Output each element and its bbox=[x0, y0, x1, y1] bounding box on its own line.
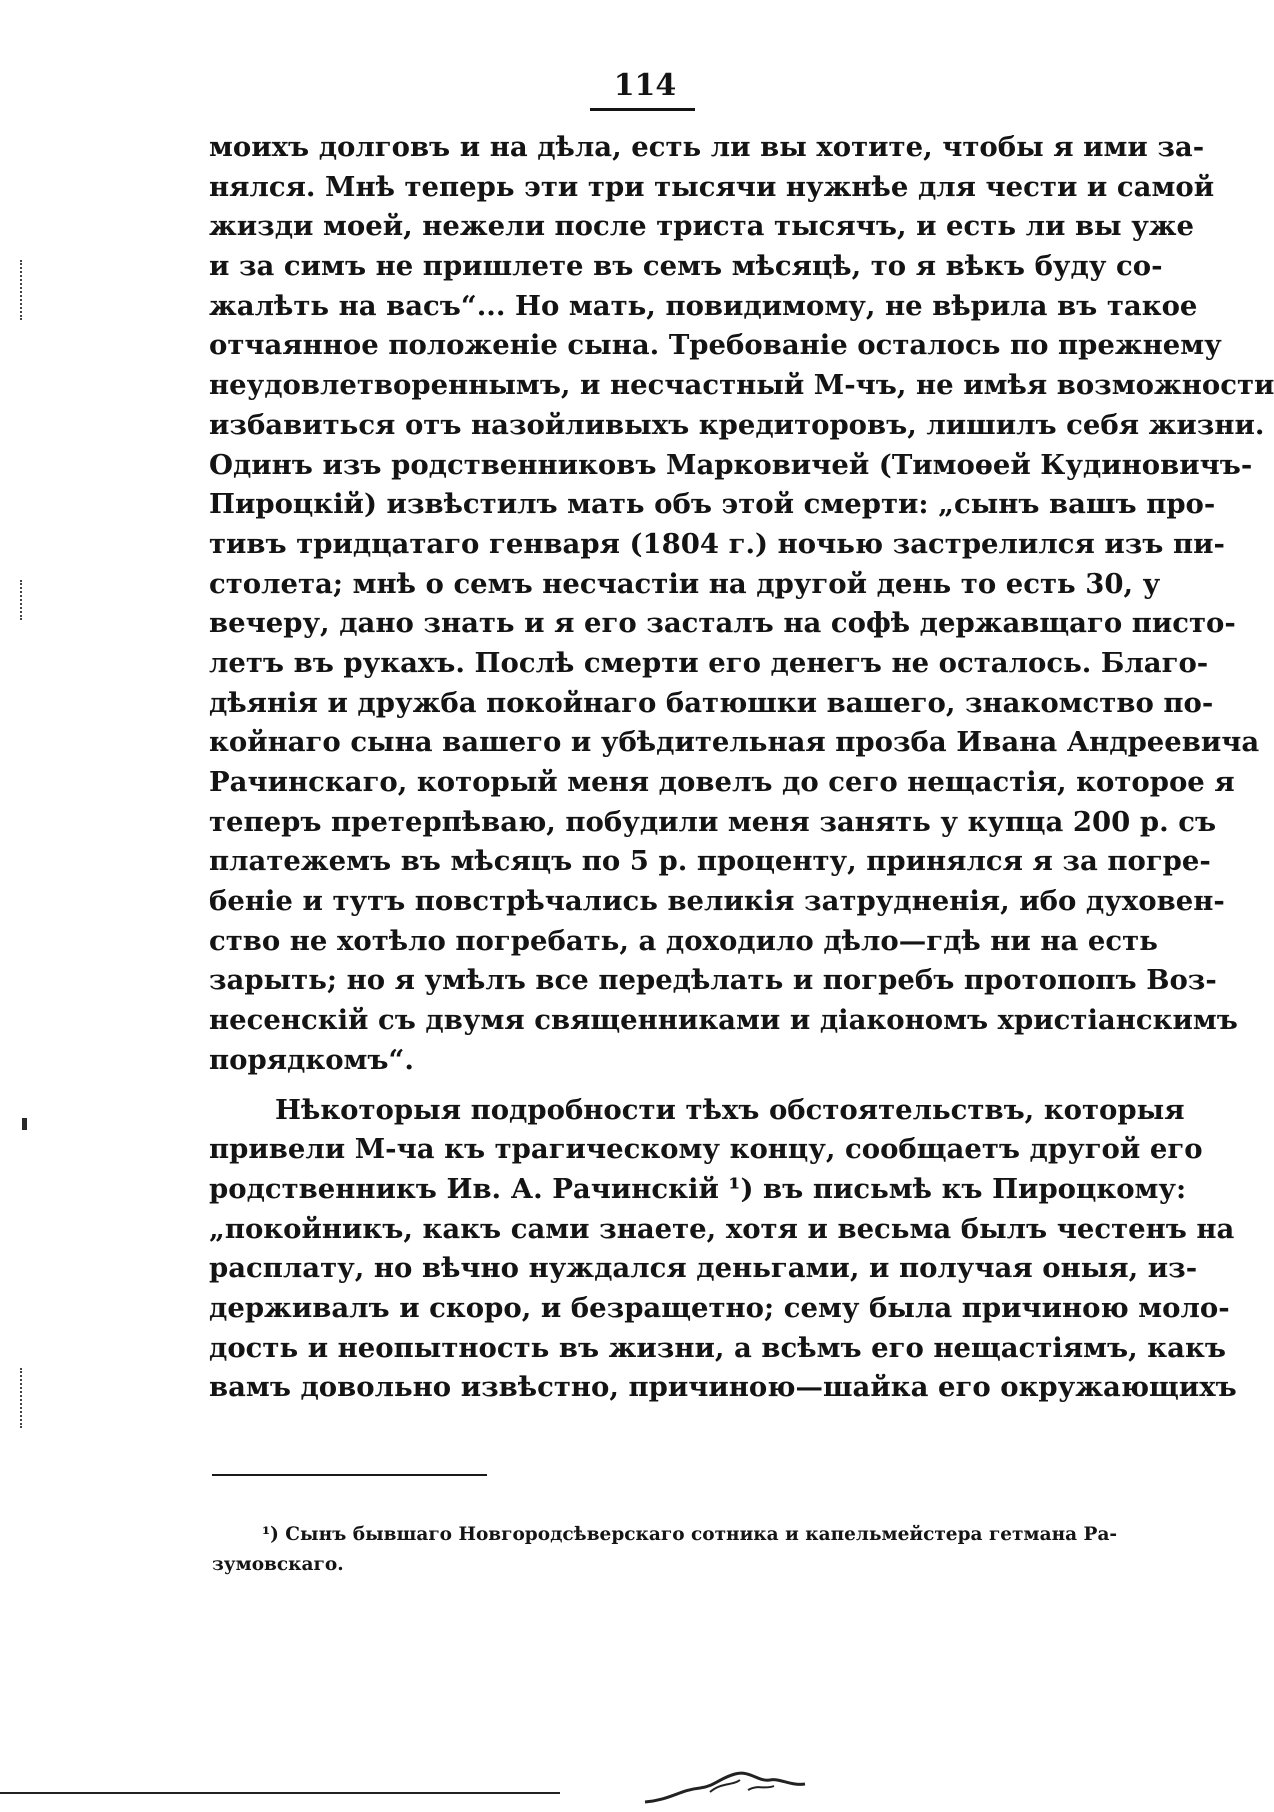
text-line: держивалъ и скоро, и безращетно; сему была причиною моло- bbox=[209, 1291, 1230, 1324]
body-text bbox=[209, 128, 1274, 1408]
text-line: Нѣкоторыя подробности тѣхъ обстоятельствъ, которыя bbox=[275, 1093, 1185, 1126]
page-number: 114 bbox=[613, 68, 677, 103]
text-line: ство не хотѣло погребать, а доходило дѣло—гдѣ ни на есть bbox=[209, 924, 1158, 957]
text-line: столета; мнѣ о семъ несчастіи на другой день то есть 30, у bbox=[209, 567, 1161, 600]
text-line: родственникъ Ив. А. Рачинскій ¹) въ письмѣ къ Пироцкому: bbox=[209, 1172, 1187, 1205]
footnote bbox=[212, 1520, 1118, 1580]
scan-mark bbox=[22, 1118, 27, 1130]
text-line: Одинъ изъ родственниковъ Марковичей (Тимоѳей Кудиновичъ- bbox=[209, 448, 1253, 481]
paragraph-gap bbox=[209, 1081, 1079, 1091]
text-line: отчаянное положеніе сына. Требованіе осталось по прежнему bbox=[209, 329, 1222, 362]
text-line: привели М-ча къ трагическому концу, сообщаетъ другой его bbox=[209, 1133, 1203, 1166]
text-line: летъ въ рукахъ. Послѣ смерти его денегъ не осталось. Благо- bbox=[209, 646, 1209, 679]
text-line: жизди моей, нежели после триста тысячъ, и есть ли вы уже bbox=[209, 210, 1195, 243]
text-line: вечеру, дано знать и я его засталъ на софѣ державщаго писто- bbox=[209, 607, 1236, 640]
text-line: и за симъ не пришлете въ семъ мѣсяцѣ, то я вѣкъ буду со- bbox=[209, 250, 1163, 283]
text-line: Рачинскаго, который меня довелъ до сего нещастія, которое я bbox=[209, 766, 1235, 798]
text-line: вамъ довольно извѣстно, причиною—шайка его окружающихъ bbox=[209, 1371, 1237, 1404]
scan-dots bbox=[20, 260, 26, 320]
text-line: моихъ долговъ и на дѣла, есть ли вы хотите, чтобы я ими за- bbox=[209, 131, 1205, 163]
text-line: расплату, но вѣчно нуждался деньгами, и получая оныя, из- bbox=[209, 1252, 1198, 1285]
text-line: „покойникъ, какъ сами знаете, хотя и весьма былъ честенъ на bbox=[209, 1212, 1235, 1245]
text-line: тивъ тридцатаго генваря (1804 г.) ночью застрелился изъ пи- bbox=[209, 527, 1225, 560]
text-line: дость и неопытность въ жизни, а всѣмъ его нещастіямъ, какъ bbox=[209, 1331, 1226, 1364]
footnote-line: ¹) Сынъ бывшаго Новгородсѣверскаго сотника и капельмейстера гетмана Ра- bbox=[262, 1524, 1118, 1545]
text-line: платежемъ въ мѣсяцъ по 5 р. проценту, принялся я за погре- bbox=[209, 845, 1211, 878]
text-line: порядкомъ“. bbox=[209, 1043, 414, 1076]
text-line: беніе и тутъ повстрѣчались великія затрудненія, ибо духовен- bbox=[209, 885, 1225, 918]
ink-flourish bbox=[640, 1760, 810, 1810]
text-line: неудовлетвореннымъ, и несчастный М-чъ, не имѣя возможности bbox=[209, 369, 1274, 402]
footnote-separator bbox=[212, 1474, 487, 1476]
text-line: Пироцкій) извѣстилъ мать объ этой смерти: „сынъ вашъ про- bbox=[209, 488, 1216, 521]
text-line: теперъ претерпѣваю, побудили меня занять у купца 200 р. съ bbox=[209, 805, 1217, 838]
scan-dots bbox=[20, 580, 26, 620]
text-line: зарыть; но я умѣлъ все передѣлать и погребъ протопопъ Воз- bbox=[209, 964, 1217, 997]
footnote-line: зумовскаго. bbox=[212, 1554, 344, 1575]
bottom-edge-rule bbox=[0, 1792, 560, 1794]
page-number-underline bbox=[590, 108, 695, 111]
scan-dots bbox=[20, 1368, 26, 1428]
text-line: несенскій съ двумя священниками и діакономъ христіанскимъ bbox=[209, 1004, 1238, 1037]
text-line: жалѣть на васъ“... Но мать, повидимому, не вѣрила въ такое bbox=[209, 289, 1198, 322]
text-line: койнаго сына вашего и убѣдительная прозба Ивана Андреевича bbox=[209, 726, 1260, 759]
text-line: нялся. Мнѣ теперь эти три тысячи нужнѣе для чести и самой bbox=[209, 170, 1215, 203]
text-line: избавиться отъ назойливыхъ кредиторовъ, лишилъ себя жизни. bbox=[209, 408, 1265, 441]
flourish-stroke bbox=[645, 1773, 805, 1802]
text-line: дѣянія и дружба покойнаго батюшки вашего, знакомство по- bbox=[209, 686, 1214, 719]
